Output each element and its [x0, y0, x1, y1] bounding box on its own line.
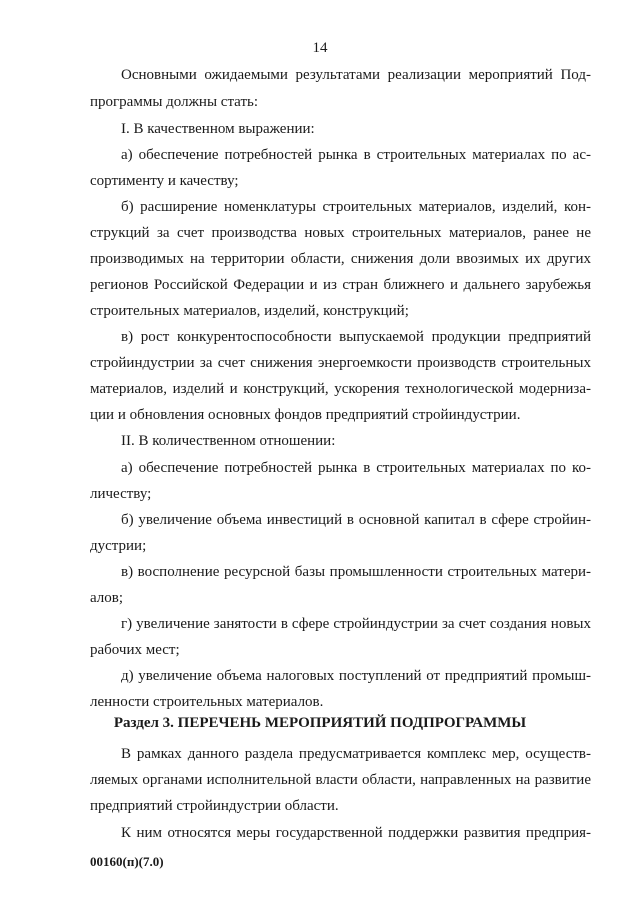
- text-line: В рамках данного раздела предусматривается комплекс мер, осуществ-: [121, 746, 591, 762]
- text-line: б) увеличение объема инвестиций в основной капитал в сфере стройин-: [121, 512, 591, 528]
- text-line: д) увеличение объема налоговых поступлений от предприятий промыш-: [121, 668, 591, 684]
- text-line: в) восполнение ресурсной базы промышленности строительных матери-: [121, 564, 591, 580]
- text-line: предприятий стройиндустрии области.: [90, 798, 339, 814]
- text-line: материалов, изделий и конструкций, ускорения технологической модерниза-: [90, 381, 591, 397]
- text-line: II. В количественном отношении:: [121, 433, 336, 449]
- text-line: регионов Российской Федерации и из стран ближнего и дальнего зарубежья: [90, 277, 591, 293]
- text-line: рабочих мест;: [90, 642, 180, 658]
- text-line: б) расширение номенклатуры строительных материалов, изделий, кон-: [121, 199, 591, 215]
- section-heading: Раздел 3. ПЕРЕЧЕНЬ МЕРОПРИЯТИЙ ПОДПРОГРАММЫ: [113, 715, 527, 731]
- text-line: строительных материалов, изделий, конструкций;: [90, 303, 409, 319]
- text-line: а) обеспечение потребностей рынка в строительных материалах по ко-: [121, 460, 591, 476]
- text-line: ляемых органами исполнительной власти области, направленных на развитие: [90, 772, 591, 788]
- text-line: личеству;: [90, 486, 152, 502]
- text-line: I. В качественном выражении:: [121, 121, 315, 137]
- text-line: К ним относятся меры государственной поддержки развития предприя-: [121, 825, 591, 841]
- text-line: программы должны стать:: [90, 94, 259, 110]
- text-line: алов;: [90, 590, 124, 606]
- text-line: стройиндустрии за счет снижения энергоемкости производств строительных: [90, 355, 591, 371]
- text-line: г) увеличение занятости в сфере стройиндустрии за счет создания новых: [121, 616, 591, 632]
- text-line: в) рост конкурентоспособности выпускаемой продукции предприятий: [121, 329, 591, 345]
- text-line: ции и обновления основных фондов предприятий стройиндустрии.: [90, 407, 521, 423]
- document-code: 00160(п)(7.0): [90, 854, 164, 869]
- text-line: производимых на территории области, снижения доли ввозимых их других: [90, 251, 591, 267]
- text-line: струкций за счет производства новых строительных материалов, ранее не: [90, 225, 591, 241]
- text-line: дустрии;: [90, 538, 147, 554]
- text-line: сортименту и качеству;: [90, 173, 239, 189]
- text-line: ленности строительных материалов.: [90, 694, 324, 710]
- page-number: 14: [312, 40, 328, 56]
- text-line: Основными ожидаемыми результатами реализации мероприятий Под-: [121, 67, 591, 83]
- text-line: а) обеспечение потребностей рынка в строительных материалах по ас-: [121, 147, 591, 163]
